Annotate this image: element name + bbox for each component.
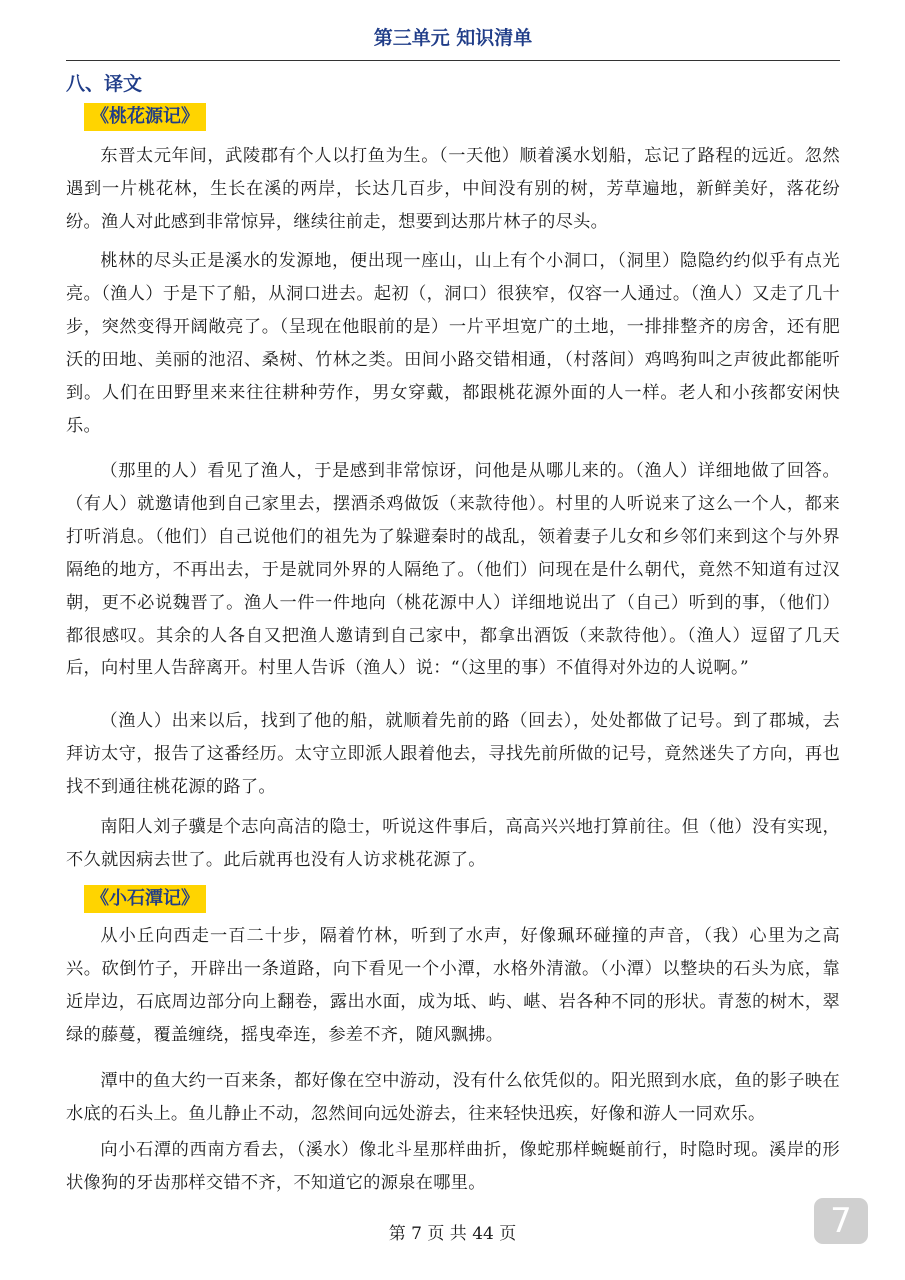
page-number-badge: 7 <box>814 1198 868 1244</box>
paragraph: 桃林的尽头正是溪水的发源地，便出现一座山，山上有个小洞口，（洞里）隐隐约约似乎有点光亮。（渔人）于是下了船，从洞口进去。起初（，洞口）很狭窄，仅容一人通过。（渔人）又走了几十步，突然变得开阔敞亮了。（呈现在他眼前的是）一片平坦宽广的土地，一排排整齐的房舍，还有肥沃的田地、美丽的池沼、桑树、竹林之类。田间小路交错相通，（村落间）鸡鸣狗叫之声彼此都能听到。人们在田野里来来往往耕种劳作，男女穿戴，都跟桃花源外面的人一样。老人和小孩都安闲快乐。 <box>66 251 840 436</box>
paragraph: 向小石潭的西南方看去，（溪水）像北斗星那样曲折，像蛇那样蜿蜒前行，时隐时现。溪岸的形状像狗的牙齿那样交错不齐，不知道它的源泉在哪里。 <box>66 1140 840 1193</box>
page-number-footer: 第 7 页 共 44 页 <box>388 1224 517 1244</box>
passage-title-xiaoshitanji: 《小石潭记》 <box>84 885 206 913</box>
paragraph: （那里的人）看见了渔人，于是感到非常惊讶，问他是从哪儿来的。（渔人）详细地做了回答。（有人）就邀请他到自己家里去，摆酒杀鸡做饭（来款待他）。村里的人听说来了这么一个人，都来打听消息。（他们）自己说他们的祖先为了躲避秦时的战乱，领着妻子儿女和乡邻们来到这个与外界隔绝的地方，不再出去，于是就同外界的人隔绝了。（他们）问现在是什么朝代，竟然不知道有过汉朝，更不必说魏晋了。渔人一件一件地向（桃花源中人）详细地说出了（自己）听到的事，（他们）都很感叹。其余的人各自又把渔人邀请到自己家中，都拿出酒饭（来款待他）。（渔人）逗留了几天后，向村里人告辞离开。村里人告诉（渔人）说：“（这里的事）不值得对外边的人说啊。” <box>66 461 840 679</box>
paragraph: （渔人）出来以后，找到了他的船，就顺着先前的路（回去），处处都做了记号。到了郡城，去拜访太守，报告了这番经历。太守立即派人跟着他去，寻找先前所做的记号，竟然迷失了方向，再也找不到通往桃花源的路了。 <box>66 711 840 797</box>
paragraph: 潭中的鱼大约一百来条，都好像在空中游动，没有什么依凭似的。阳光照到水底，鱼的影子映在水底的石头上。鱼儿静止不动，忽然间向远处游去，往来轻快迅疾，好像和游人一同欢乐。 <box>66 1071 840 1124</box>
paragraph: 东晋太元年间，武陵郡有个人以打鱼为生。（一天他）顺着溪水划船，忘记了路程的远近。忽然遇到一片桃花林，生长在溪的两岸，长达几百步，中间没有别的树，芳草遍地，新鲜美好，落花纷纷。渔人对此感到非常惊异，继续往前走，想要到达那片林子的尽头。 <box>66 146 840 232</box>
section-heading: 八、译文 <box>66 73 143 95</box>
passage-title-taohuayuanji: 《桃花源记》 <box>84 103 206 131</box>
page-header: 第三单元 知识清单 <box>66 20 840 61</box>
paragraph: 从小丘向西走一百二十步，隔着竹林，听到了水声，好像珮环碰撞的声音，（我）心里为之高兴。砍倒竹子，开辟出一条道路，向下看见一个小潭，水格外清澈。（小潭）以整块的石头为底，靠近岸边，石底周边部分向上翻卷，露出水面，成为坻、屿、嵁、岩各种不同的形状。青葱的树木，翠绿的藤蔓，覆盖缠绕，摇曳牵连，参差不齐，随风飘拂。 <box>66 926 840 1045</box>
paragraph: 南阳人刘子骥是个志向高洁的隐士，听说这件事后，高高兴兴地打算前往。但（他）没有实现，不久就因病去世了。此后就再也没有人访求桃花源了。 <box>66 817 840 870</box>
